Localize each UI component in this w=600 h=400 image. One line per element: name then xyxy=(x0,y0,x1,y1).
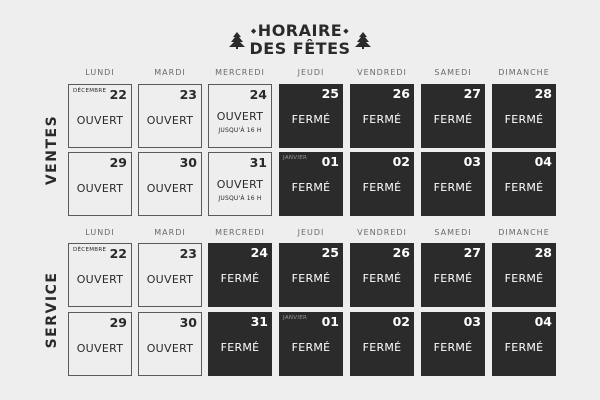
day-cell xyxy=(279,243,343,307)
pine-tree-icon xyxy=(228,31,246,49)
month-label: DÉCEMBRE xyxy=(73,247,107,253)
day-cell xyxy=(492,312,556,376)
day-number: 01 xyxy=(321,154,339,169)
day-cell xyxy=(138,84,202,148)
day-number: 27 xyxy=(463,245,481,260)
day-number: 24 xyxy=(249,87,267,102)
day-cell xyxy=(138,152,202,216)
status-closed: FERMÉ xyxy=(504,272,544,285)
day-cell xyxy=(421,243,485,307)
diamond-right-icon: ◆ xyxy=(343,27,350,35)
status-closed: FERMÉ xyxy=(433,113,473,126)
day-cell xyxy=(492,152,556,216)
day-header-mardi: MARDI xyxy=(154,228,186,237)
day-number: 22 xyxy=(109,246,127,261)
status-closed: FERMÉ xyxy=(362,272,402,285)
day-cell xyxy=(279,152,343,216)
title-line1 xyxy=(0,22,600,40)
status-open: OUVERT xyxy=(76,273,124,286)
day-header-lundi: LUNDI xyxy=(85,68,115,77)
status-open: OUVERT xyxy=(76,182,124,195)
day-number: 23 xyxy=(179,87,197,102)
day-number: 26 xyxy=(392,86,410,101)
title-text-1: HORAIRE xyxy=(257,21,343,40)
day-cell xyxy=(350,243,414,307)
day-header-mardi: MARDI xyxy=(154,68,186,77)
title-line2: DES FÊTES xyxy=(249,39,351,58)
day-header-dimanche: DIMANCHE xyxy=(498,68,550,77)
day-number: 25 xyxy=(321,86,339,101)
day-number: 24 xyxy=(250,245,268,260)
day-header-vendredi: VENDREDI xyxy=(357,228,407,237)
day-number: 31 xyxy=(250,314,268,329)
status-closed: FERMÉ xyxy=(433,341,473,354)
status-closed: FERMÉ xyxy=(504,341,544,354)
header xyxy=(0,22,600,57)
status-open: OUVERT xyxy=(76,114,124,127)
status-open: OUVERT xyxy=(216,110,264,123)
day-header-jeudi: JEUDI xyxy=(297,228,325,237)
day-cell xyxy=(208,152,272,216)
day-header-mercredi: MERCREDI xyxy=(215,228,265,237)
status-open: OUVERT xyxy=(146,182,194,195)
status-closed: FERMÉ xyxy=(362,341,402,354)
day-cell xyxy=(350,84,414,148)
status-closed: FERMÉ xyxy=(291,272,331,285)
day-cell xyxy=(68,152,132,216)
status-closed: FERMÉ xyxy=(504,181,544,194)
day-header-mercredi: MERCREDI xyxy=(215,68,265,77)
day-cell xyxy=(421,312,485,376)
status-closed: FERMÉ xyxy=(291,113,331,126)
day-number: 03 xyxy=(463,154,481,169)
status-closed: FERMÉ xyxy=(362,113,402,126)
day-number: 29 xyxy=(109,315,127,330)
day-number: 28 xyxy=(534,86,552,101)
pine-tree-icon xyxy=(354,31,372,49)
day-cell xyxy=(68,312,132,376)
status-closed: FERMÉ xyxy=(220,341,260,354)
day-cell xyxy=(138,312,202,376)
day-cell xyxy=(68,243,132,307)
day-number: 29 xyxy=(109,155,127,170)
status-closed: FERMÉ xyxy=(433,181,473,194)
status-open: OUVERT xyxy=(76,342,124,355)
day-cell xyxy=(279,84,343,148)
day-number: 27 xyxy=(463,86,481,101)
day-number: 22 xyxy=(109,87,127,102)
day-cell xyxy=(208,243,272,307)
month-label: DÉCEMBRE xyxy=(73,88,107,94)
day-cell xyxy=(421,152,485,216)
status-open: OUVERT xyxy=(216,178,264,191)
day-number: 01 xyxy=(321,314,339,329)
day-header-samedi: SAMEDI xyxy=(434,68,472,77)
section-label-service: SERVICE xyxy=(44,271,60,349)
day-header-jeudi: JEUDI xyxy=(297,68,325,77)
day-cell xyxy=(350,312,414,376)
day-cell xyxy=(208,312,272,376)
status-closed: FERMÉ xyxy=(291,181,331,194)
status-open: OUVERT xyxy=(146,114,194,127)
month-label: JANVIER xyxy=(283,155,308,161)
status-closed: FERMÉ xyxy=(220,272,260,285)
month-label: JANVIER xyxy=(283,315,308,321)
day-number: 04 xyxy=(534,154,552,169)
day-number: 03 xyxy=(463,314,481,329)
day-number: 02 xyxy=(392,154,410,169)
status-closed: FERMÉ xyxy=(362,181,402,194)
day-cell xyxy=(421,84,485,148)
day-cell xyxy=(208,84,272,148)
hours-note: JUSQU'À 16 H xyxy=(218,195,262,202)
day-header-dimanche: DIMANCHE xyxy=(498,228,550,237)
day-cell xyxy=(492,243,556,307)
day-number: 26 xyxy=(392,245,410,260)
day-number: 30 xyxy=(179,155,197,170)
diamond-left-icon: ◆ xyxy=(250,27,257,35)
day-number: 02 xyxy=(392,314,410,329)
status-closed: FERMÉ xyxy=(291,341,331,354)
day-number: 28 xyxy=(534,245,552,260)
day-number: 04 xyxy=(534,314,552,329)
status-open: OUVERT xyxy=(146,273,194,286)
status-closed: FERMÉ xyxy=(504,113,544,126)
day-header-lundi: LUNDI xyxy=(85,228,115,237)
day-number: 30 xyxy=(179,315,197,330)
day-cell xyxy=(492,84,556,148)
hours-note: JUSQU'À 16 H xyxy=(218,127,262,134)
day-cell xyxy=(138,243,202,307)
status-closed: FERMÉ xyxy=(433,272,473,285)
section-label-ventes: VENTES xyxy=(44,114,60,186)
day-number: 31 xyxy=(249,155,267,170)
status-open: OUVERT xyxy=(146,342,194,355)
day-header-samedi: SAMEDI xyxy=(434,228,472,237)
day-cell xyxy=(350,152,414,216)
day-number: 25 xyxy=(321,245,339,260)
day-header-vendredi: VENDREDI xyxy=(357,68,407,77)
day-number: 23 xyxy=(179,246,197,261)
day-cell xyxy=(68,84,132,148)
day-cell xyxy=(279,312,343,376)
